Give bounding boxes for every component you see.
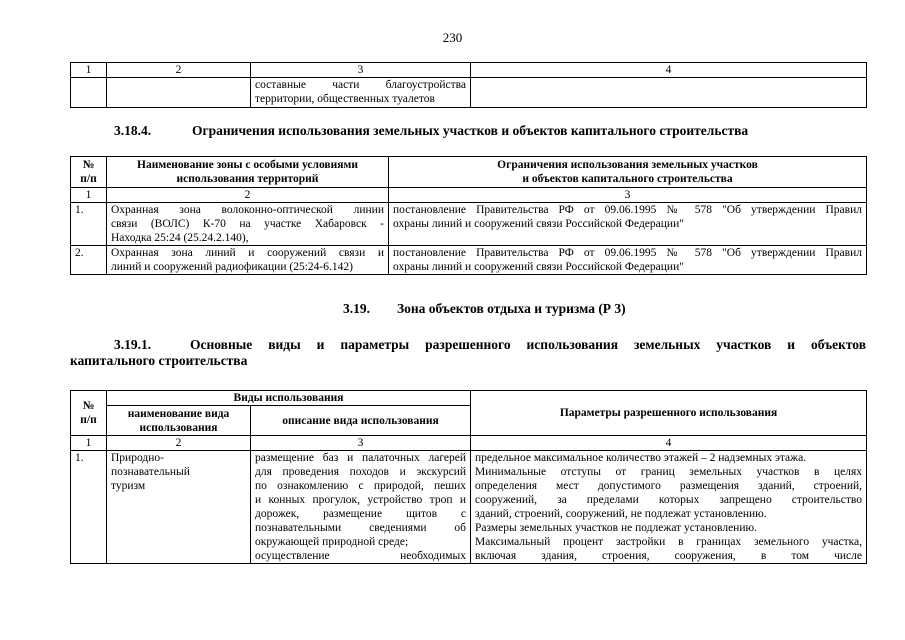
header-params: Параметры разрешенного использования [471, 391, 867, 436]
table-cell [251, 78, 471, 108]
col-number-2: 2 [107, 188, 389, 203]
cell-line: Находка 25:24 (25.24.2.140), [111, 232, 249, 244]
cell-line: предельное максимальное количество этажей – 2 надземных этажа. [475, 452, 807, 464]
header-number [71, 157, 107, 188]
col-number-3: 3 [389, 188, 867, 203]
cell-line: Размеры земельных участков не подлежат установлению. [475, 522, 757, 534]
zone-cell [107, 203, 389, 246]
col-number-3: 3 [251, 436, 471, 451]
cell-line: по ознакомлению с природой, пеших [255, 480, 467, 492]
col-number-1: 1 [71, 436, 107, 451]
cell-line: Охранная зона волоконно-оптической линии [111, 204, 384, 216]
cell-line: охраны линий и сооружений связи Российской Федерации" [393, 261, 684, 273]
row-number: 1. [71, 451, 107, 564]
section-title-line: Основные виды и параметры разрешенного использования земельных участков и объектов [190, 337, 866, 352]
cell-line: размещение баз и палаточных лагерей [255, 452, 467, 464]
header-line: п/п [80, 173, 97, 185]
column-number-row [71, 436, 867, 451]
header-line: № [82, 400, 95, 412]
header-line: Ограничения использования земельных участков [497, 159, 758, 171]
table-header-row [71, 391, 867, 406]
table-cell [71, 78, 107, 108]
header-zone-name [107, 157, 389, 188]
cell-line: включая здания, строения, сооружения, в том числе [475, 550, 863, 562]
header-line: наименование вида [127, 407, 230, 420]
header-line: использования [139, 421, 218, 434]
table-row [71, 203, 867, 246]
header-use-name [107, 406, 251, 436]
header-line: № [82, 159, 95, 171]
row-number: 1. [71, 203, 107, 246]
use-description-cell [251, 451, 471, 564]
cell-line: окружающей природной среде; [255, 536, 409, 548]
table-cell [107, 78, 251, 108]
continuation-table [70, 62, 867, 108]
col-number-2: 2 [107, 63, 251, 78]
row-number: 2. [71, 246, 107, 275]
cell-line: познавательными сведениями об [255, 522, 467, 534]
cell-line: познавательный [111, 466, 190, 478]
header-number [71, 391, 107, 436]
restrictions-table [70, 156, 867, 275]
cell-line: дорожек, размещение щитов с [255, 508, 467, 520]
cell-line: связи (ВОЛС) К-70 на участке Хабаровск - [111, 218, 384, 230]
col-number-4: 4 [471, 63, 867, 78]
cell-line: туризм [111, 480, 146, 492]
table-cell [471, 78, 867, 108]
cell-line: постановление Правительства РФ от 09.06.1995 № 578 "Об утверждении Правил [393, 247, 862, 259]
header-line: Наименование зоны с особыми условиями [137, 159, 358, 171]
section-number: 3.18.4. [114, 123, 152, 138]
restriction-cell [389, 203, 867, 246]
cell-line: территории, общественных туалетов [255, 93, 435, 105]
cell-line: Максимальный процент застройки в границах земельного участка, [475, 536, 863, 548]
cell-line: охраны линий и сооружений связи Российской Федерации" [393, 218, 684, 230]
header-uses: Виды использования [107, 391, 471, 406]
cell-line: для проведения походов и экскурсий [255, 466, 467, 478]
cell-line: и конных прогулок, устройство троп и [255, 494, 467, 506]
section-heading-3-18-4 [114, 123, 874, 139]
section-number: 3.19. [343, 301, 370, 316]
header-line: п/п [80, 414, 97, 426]
section-heading-3-19-1 [70, 337, 866, 369]
page-number: 230 [442, 30, 463, 45]
restriction-cell [389, 246, 867, 275]
section-title: Ограничения использования земельных участков и объектов капитального строительства [192, 123, 749, 138]
section-heading-3-19 [343, 301, 743, 317]
col-number-4: 4 [471, 436, 867, 451]
cell-line: Природно- [111, 452, 164, 464]
col-number-1: 1 [71, 63, 107, 78]
use-name-cell [107, 451, 251, 564]
cell-line: сооружений, за пределами которых запрещено строительство [475, 494, 863, 506]
column-number-row [71, 188, 867, 203]
table-row [71, 78, 867, 108]
header-restrictions [389, 157, 867, 188]
section-number: 3.19.1. [114, 337, 152, 352]
cell-line: составные части благоустройства [255, 79, 466, 91]
cell-line: постановление Правительства РФ от 09.06.1995 № 578 "Об утверждении Правил [393, 204, 862, 216]
table-row [71, 451, 867, 564]
cell-line: линий и сооружений радиофикации (25:24-6.142) [111, 261, 353, 273]
table-header-row [71, 63, 867, 78]
cell-line: Минимальные отступы от границ земельных участков в целях [475, 466, 863, 478]
zone-cell [107, 246, 389, 275]
col-number-3: 3 [251, 63, 471, 78]
header-line: и объектов капитального строительства [522, 173, 733, 185]
section-title: Зона объектов отдыха и туризма (Р 3) [397, 301, 626, 316]
cell-line: осуществление необходимых [255, 550, 467, 562]
header-use-description: описание вида использования [251, 406, 471, 436]
header-line: использования территорий [176, 173, 319, 185]
col-number-1: 1 [71, 188, 107, 203]
section-title-line: капитального строительства [70, 353, 248, 368]
col-number-2: 2 [107, 436, 251, 451]
cell-line: Охранная зона линий и сооружений связи и [111, 247, 384, 259]
table-row [71, 246, 867, 275]
permitted-use-table [70, 390, 867, 564]
cell-line: зданий, строений, сооружений, не подлежат установлению. [475, 508, 767, 520]
cell-line: определения мест допустимого размещения зданий, строений, [475, 480, 863, 492]
params-cell [471, 451, 867, 564]
table-header-row [71, 157, 867, 188]
heading-line [70, 337, 866, 353]
